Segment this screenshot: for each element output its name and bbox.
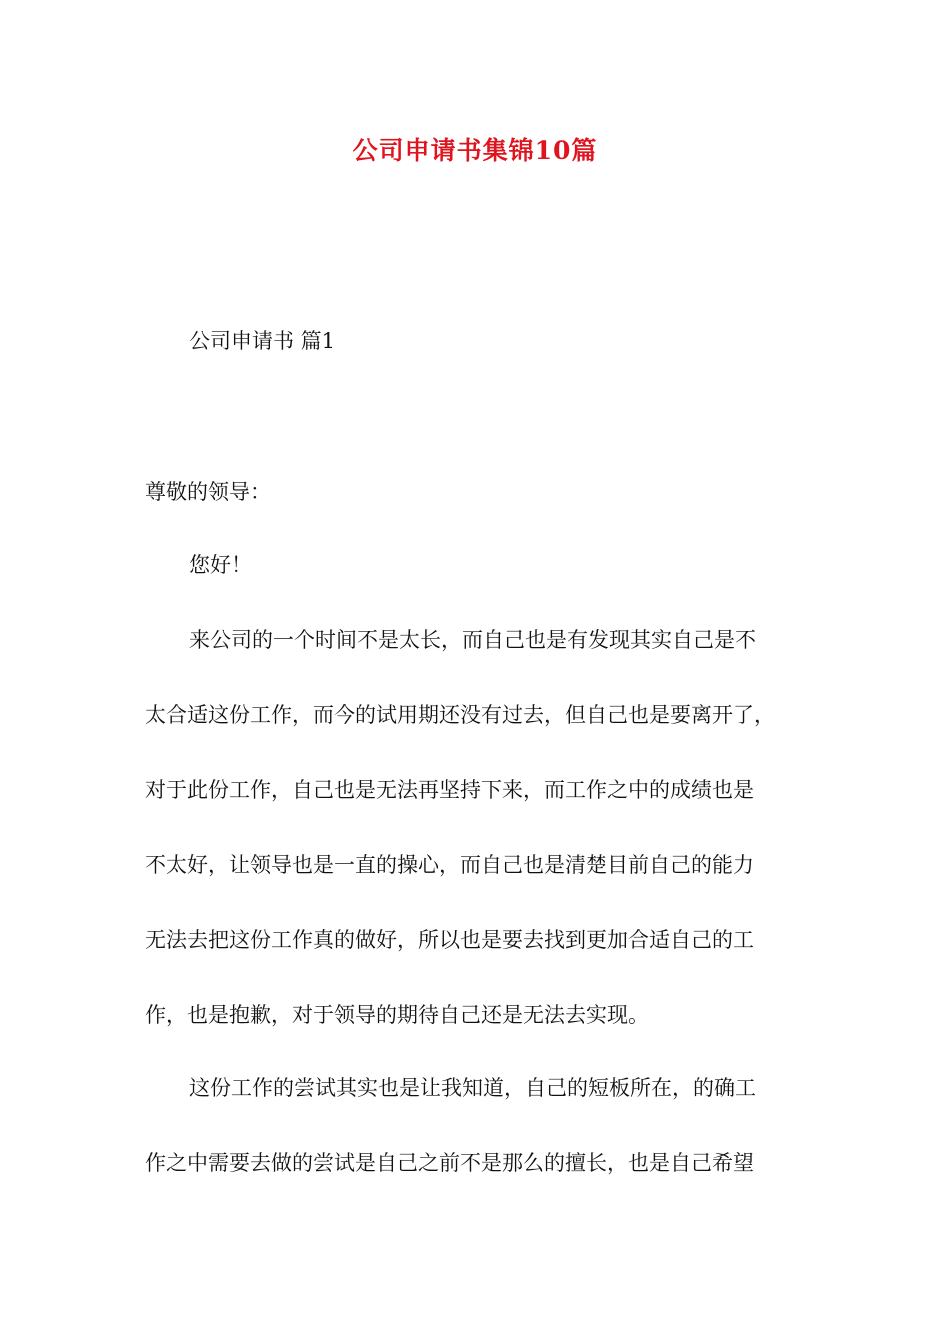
paragraph-line: 作之中需要去做的尝试是自己之前不是那么的擅长，也是自己希望 — [145, 1151, 754, 1175]
salutation: 尊敬的领导： — [145, 480, 271, 504]
paragraph-line: 来公司的一个时间不是太长，而自己也是有发现其实自己是不 — [189, 628, 756, 652]
paragraph-line: 无法去把这份工作真的做好，所以也是要去找到更加合适自己的工 — [145, 928, 754, 952]
paragraph-line: 作，也是抱歉，对于领导的期待自己还是无法去实现。 — [145, 1003, 649, 1027]
section-heading: 公司申请书 篇1 — [189, 329, 336, 353]
paragraph-line: 不太好，让领导也是一直的操心，而自己也是清楚目前自己的能力 — [145, 853, 754, 877]
paragraph-line: 这份工作的尝试其实也是让我知道，自己的短板所在，的确工 — [189, 1076, 756, 1100]
paragraph-line: 对于此份工作，自己也是无法再坚持下来，而工作之中的成绩也是 — [145, 778, 754, 802]
greeting-line: 您好！ — [189, 553, 252, 577]
document-title: 公司申请书集锦10篇 — [352, 136, 598, 165]
paragraph-line: 太合适这份工作，而今的试用期还没有过去，但自己也是要离开了， — [145, 703, 775, 727]
